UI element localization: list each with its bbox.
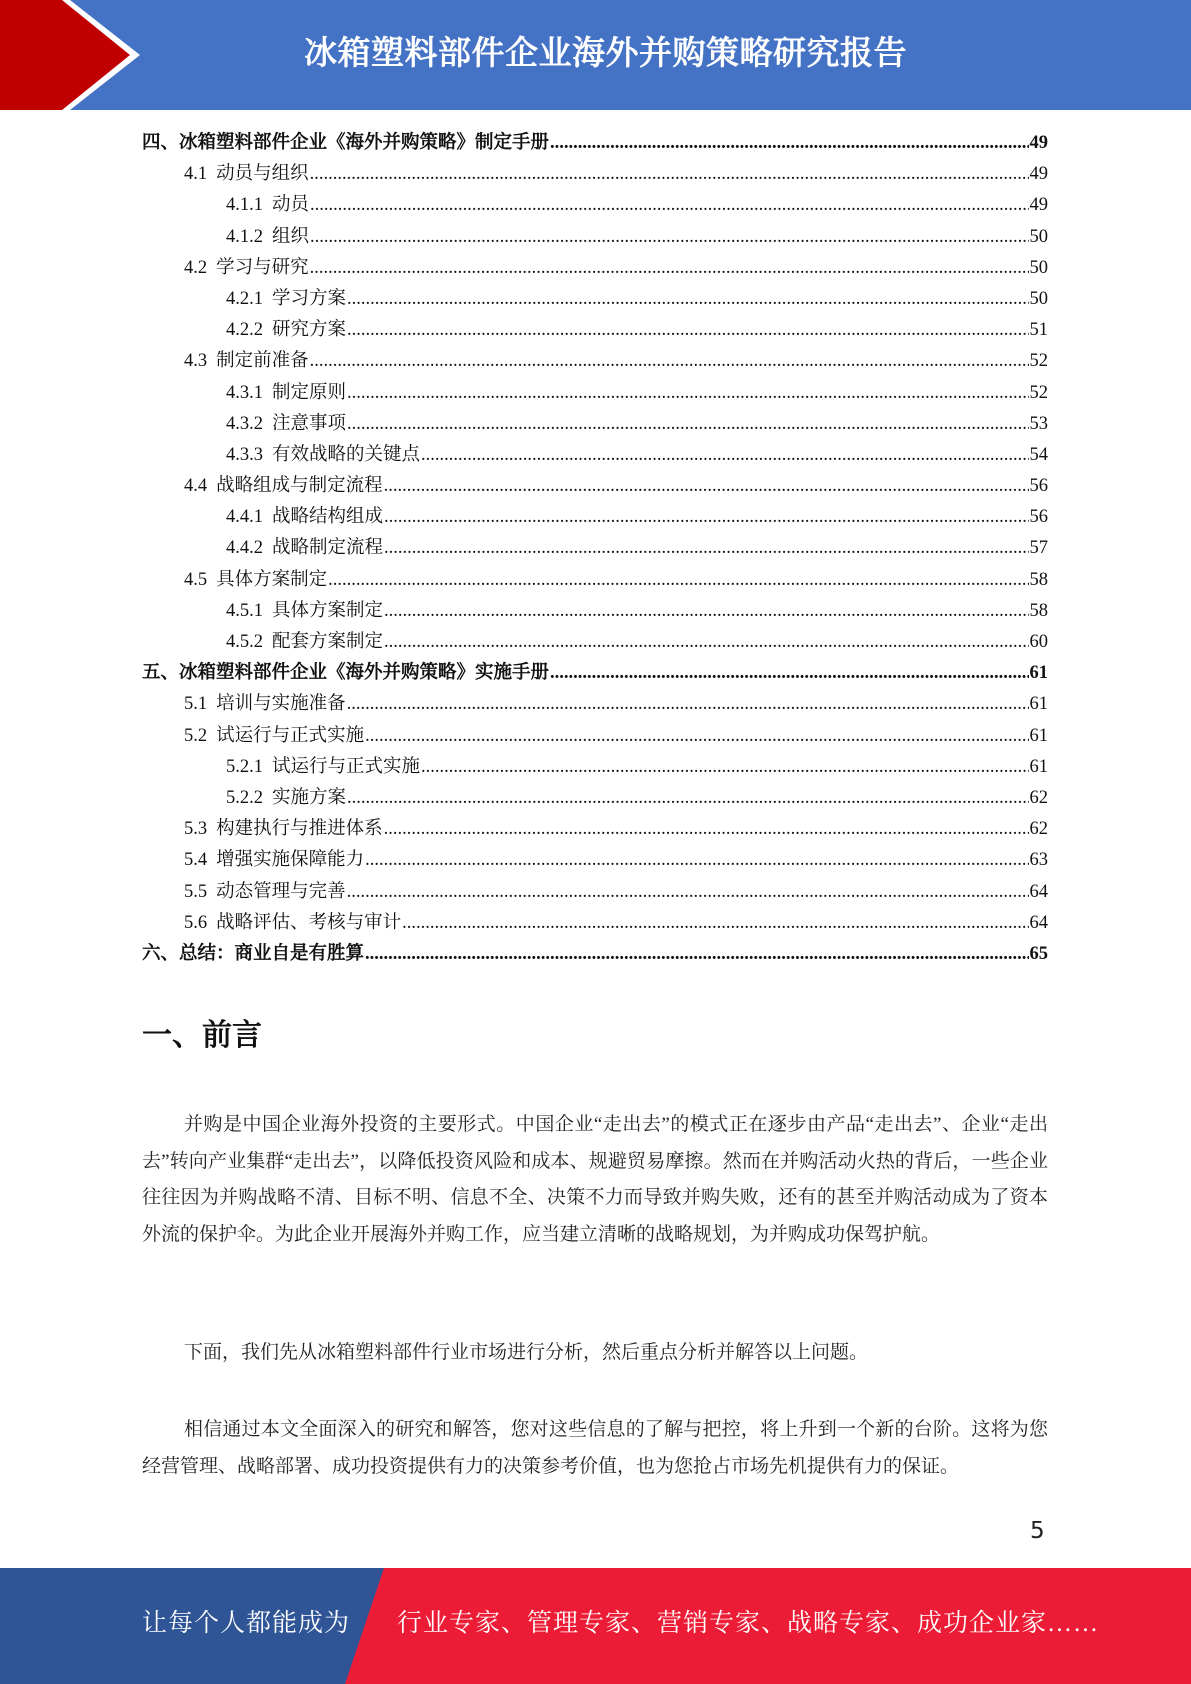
toc-entry-number: 5.1 [184,694,208,715]
toc-leader-dots [347,882,1029,903]
toc-entry[interactable] [142,284,1048,315]
toc-entry[interactable] [142,502,1048,533]
toc-entry-title: 具体方案制定 [216,569,328,590]
toc-entry[interactable] [142,596,1048,627]
toc-entry-title: 培训与实施准备 [216,694,346,715]
toc-leader-dots [402,913,1028,934]
toc-entry-title: 动态管理与完善 [216,881,346,902]
toc-entry-title: 配套方案制定 [272,632,384,652]
paragraph: 下面，我们先从冰箱塑料部件行业市场进行分析，然后重点分析并解答以上问题。 [184,1342,869,1363]
toc-entry-number: 4.3 [184,351,208,372]
toc-entry[interactable] [142,689,1048,720]
toc-leader-dots [384,476,1029,497]
toc-entry-title: 试运行与正式实施 [272,756,421,777]
toc-entry-page: 61 [1029,663,1048,684]
toc-leader-dots [347,414,1028,435]
toc-entry[interactable] [142,752,1048,783]
toc-entry-title: 实施方案 [272,787,347,808]
toc-entry-title: 构建执行与推进体系 [216,819,383,840]
toc-leader-dots [310,227,1028,248]
toc-leader-dots [310,195,1028,216]
toc-leader-dots [365,726,1028,747]
toc-entry-number: 4.3.3 [226,444,263,465]
toc-entry-title: 战略结构组成 [272,507,384,528]
page-number: 5 [1030,1518,1045,1544]
toc-leader-dots [421,757,1028,778]
footer-slogan-left: 让每个人都能成为 [142,1610,351,1637]
toc-entry-page: 62 [1029,819,1048,840]
toc-entry-page: 49 [1029,164,1048,185]
toc-entry[interactable] [142,565,1048,596]
toc-entry-title: 制定原则 [272,382,347,403]
toc-entry-number: 5.4 [184,850,208,871]
toc-entry-number: 六、 [142,943,180,964]
toc-entry-title: 动员 [272,195,310,216]
toc-entry-title: 学习与研究 [216,257,309,278]
toc-leader-dots [550,663,1028,684]
toc-leader-dots [347,320,1028,341]
toc-entry-title: 冰箱塑料部件企业《海外并购策略》制定手册 [179,133,550,153]
section-title: 一、前言 [142,1018,262,1053]
toc-entry-number: 5.2 [184,725,208,746]
toc-leader-dots [347,383,1028,404]
toc-entry-page: 57 [1029,538,1048,559]
toc-entry[interactable] [142,128,1048,159]
toc-entry-number: 4.2.1 [226,288,263,309]
toc-entry-title: 组织 [272,226,310,247]
toc-entry-number: 4.4.2 [226,538,263,559]
toc-entry[interactable] [142,783,1048,814]
toc-entry-number: 4.1 [184,164,208,185]
toc-entry-page: 49 [1029,133,1048,153]
toc-leader-dots [550,133,1028,154]
toc-entry-number: 5.6 [184,912,208,933]
toc-entry-title: 学习方案 [272,288,347,309]
toc-entry-page: 56 [1029,476,1048,497]
toc-entry-title: 研究方案 [272,320,347,341]
toc-entry[interactable] [142,533,1048,564]
toc-entry-title: 增强实施保障能力 [216,850,365,871]
toc-entry[interactable] [142,159,1048,190]
toc-leader-dots [347,788,1028,809]
toc-entry[interactable] [142,222,1048,253]
toc-leader-dots [384,507,1028,528]
toc-entry-number: 4.5.2 [226,632,263,652]
toc-entry-page: 52 [1029,382,1048,403]
toc-leader-dots [384,601,1028,622]
toc-entry[interactable] [142,253,1048,284]
toc-leader-dots [384,538,1028,559]
toc-leader-dots [384,632,1028,653]
toc-entry-number: 4.1.2 [226,226,263,247]
table-of-contents [142,128,1048,970]
toc-entry-page: 62 [1029,787,1048,808]
toc-entry[interactable] [142,721,1048,752]
toc-entry[interactable] [142,939,1048,970]
toc-entry-title: 冰箱塑料部件企业《海外并购策略》实施手册 [179,663,550,684]
toc-entry-number: 4.3.2 [226,413,263,434]
toc-leader-dots [347,289,1028,310]
toc-entry-page: 56 [1029,507,1048,528]
toc-entry-number: 4.4.1 [226,507,263,528]
toc-entry-number: 四、 [142,133,180,153]
toc-entry-title: 战略评估、考核与审计 [216,912,402,933]
paragraph: 相信通过本文全面深入的研究和解答，您对这些信息的了解与把控，将上升到一个新的台阶。这将为您经营管理、战略部署、成功投资提供有力的决策参考价值，也为您抢占市场先机提供有力的保证。 [142,1419,1048,1477]
toc-entry[interactable] [142,877,1048,908]
toc-entry-page: 50 [1029,288,1048,309]
toc-entry[interactable] [142,908,1048,939]
toc-entry-page: 64 [1029,881,1048,902]
toc-entry[interactable] [142,658,1048,689]
toc-entry[interactable] [142,378,1048,409]
toc-entry-number: 4.2 [184,257,208,278]
toc-entry[interactable] [142,845,1048,876]
toc-leader-dots [365,944,1028,965]
toc-entry-page: 49 [1029,195,1048,216]
toc-entry-page: 63 [1029,850,1048,871]
toc-entry-title: 战略制定流程 [272,538,384,559]
toc-entry-number: 4.5 [184,569,208,590]
toc-entry-number: 4.4 [184,476,208,497]
toc-entry-number: 五、 [142,663,180,684]
toc-entry-page: 50 [1029,226,1048,247]
toc-leader-dots [365,850,1028,871]
toc-entry-title: 具体方案制定 [272,600,384,621]
toc-entry[interactable] [142,190,1048,221]
toc-entry-title: 动员与组织 [216,164,309,185]
report-title: 冰箱塑料部件企业海外并购策略研究报告 [304,33,907,72]
toc-leader-dots [421,445,1028,466]
toc-entry-title: 注意事项 [272,413,347,434]
toc-entry-page: 54 [1029,444,1048,465]
toc-entry-title: 有效战略的关键点 [272,444,421,465]
toc-entry-number: 4.2.2 [226,320,263,341]
toc-entry[interactable] [142,346,1048,377]
toc-entry-page: 58 [1029,600,1048,621]
toc-entry-number: 4.5.1 [226,600,263,621]
toc-entry-page: 58 [1029,569,1048,590]
toc-leader-dots [310,164,1029,185]
toc-entry[interactable] [142,814,1048,845]
toc-entry[interactable] [142,409,1048,440]
toc-entry-page: 51 [1029,320,1048,341]
toc-entry-number: 4.3.1 [226,382,263,403]
toc-entry-page: 60 [1029,632,1048,652]
toc-entry-page: 65 [1029,943,1048,964]
toc-entry-title: 试运行与正式实施 [216,725,365,746]
toc-entry-title: 战略组成与制定流程 [216,476,383,497]
paragraph: 并购是中国企业海外投资的主要形式。中国企业“走出去”的模式正在逐步由产品“走出去”、企业“走出去”转向产业集群“走出去”，以降低投资风险和成本、规避贸易摩擦。然而在并购活动火热的背后，一些企业往往因为并购战略不清、目标不明、信息不全、决策不力而导致并购失败，还有的甚至并购活动成为了资本外流的保护伞。为此企业开展海外并购工作，应当建立清晰的战略规划，为并购成功保驾护航。 [142,1114,1048,1245]
toc-entry-number: 5.5 [184,881,208,902]
toc-entry-number: 5.2.1 [226,756,263,777]
toc-leader-dots [310,258,1029,279]
toc-leader-dots [328,570,1028,591]
toc-entry[interactable] [142,315,1048,346]
toc-leader-dots [310,351,1029,372]
toc-entry[interactable] [142,471,1048,502]
toc-entry[interactable] [142,440,1048,471]
report-header [0,0,1191,110]
toc-entry-title: 总结：商业自是有胜算 [179,943,365,964]
toc-entry-number: 4.1.1 [226,195,263,216]
toc-entry-page: 52 [1029,351,1048,372]
toc-entry[interactable] [142,627,1048,658]
toc-leader-dots [384,819,1029,840]
footer-banner [0,1568,1191,1684]
footer-slogan-right: 行业专家、管理专家、营销专家、战略专家、成功企业家…… [397,1610,1100,1637]
toc-entry-page: 50 [1029,257,1048,278]
toc-entry-page: 61 [1029,756,1048,777]
toc-entry-page: 61 [1029,694,1048,715]
toc-entry-number: 5.2.2 [226,787,263,808]
toc-entry-page: 64 [1029,912,1048,933]
toc-entry-title: 制定前准备 [216,351,309,372]
toc-entry-page: 53 [1029,413,1048,434]
toc-leader-dots [347,694,1029,715]
toc-entry-page: 61 [1029,725,1048,746]
toc-entry-number: 5.3 [184,819,208,840]
